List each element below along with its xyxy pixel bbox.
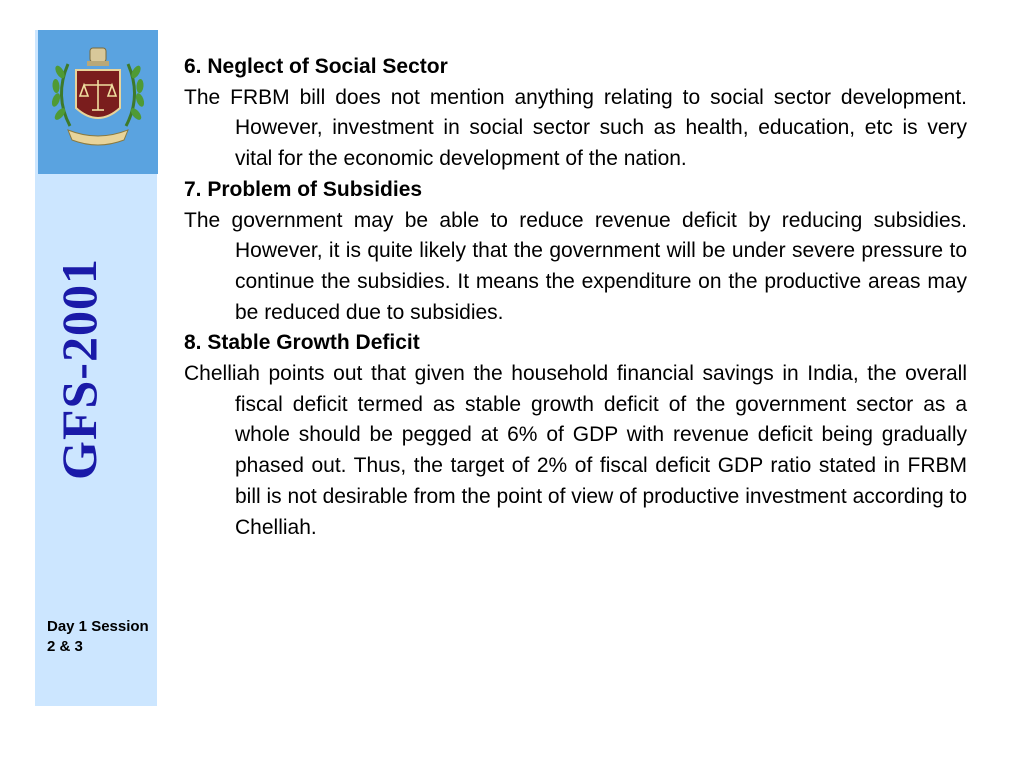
session-label: Day 1 Session 2 & 3 [47, 618, 149, 655]
vertical-title-container [34, 246, 124, 492]
emblem-panel [38, 30, 158, 174]
section-body: The FRBM bill does not mention anything relating to social sector development. However, investment in social sector such as health, education, etc is very vital for the economic development of the nation. [184, 85, 967, 171]
main-content [184, 52, 967, 543]
section-heading: 6. Neglect of Social Sector [184, 55, 448, 78]
section-heading: 8. Stable Growth Deficit [184, 331, 420, 355]
vertical-title: GFS-2001 [51, 258, 107, 480]
court-seal-emblem-icon [38, 30, 158, 174]
section-body: The government may be able to reduce revenue deficit by reducing subsidies. However, it is quite likely that the government will be under severe pressure to continue the subsidies. It means the expenditure on the productive areas may be reduced due to subsidies. [184, 208, 967, 324]
section-body: Chelliah points out that given the household financial savings in India, the overall fiscal deficit termed as stable growth deficit of the government sector as a whole should be pegged at 6% of GDP with revenue deficit being gradually phased out. Thus, the target of 2% of fiscal deficit GDP ratio stated in FRBM bill is not desirable from the point of view of productive investment according to Chelliah. [184, 362, 967, 539]
section-heading: 7. Problem of Subsidies [184, 177, 423, 201]
